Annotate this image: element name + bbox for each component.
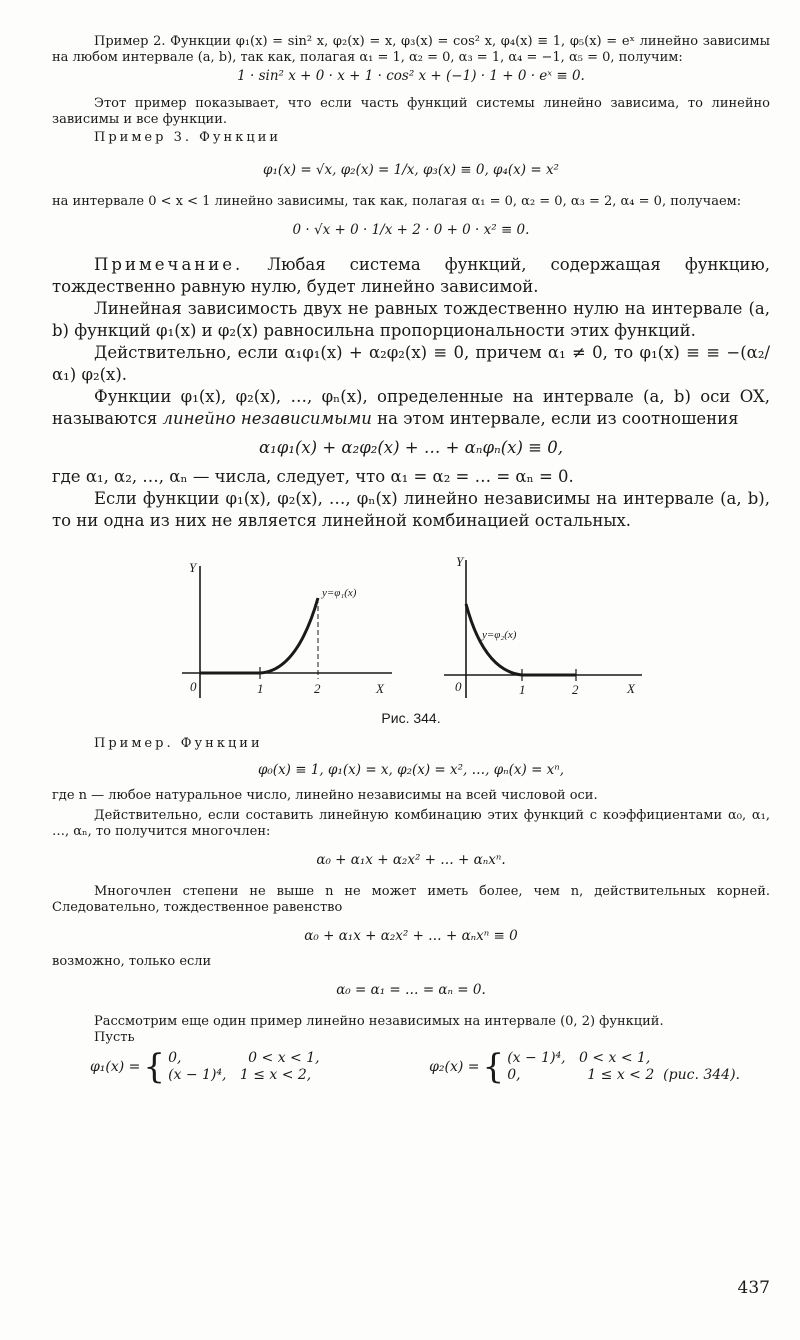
- right-tick1-label: 1: [519, 682, 526, 697]
- example3-formula2: 0 · √x + 0 · 1/x + 2 · 0 + 0 · x² ≡ 0.: [292, 222, 530, 238]
- example4-formula4: α₀ = α₁ = … = αₙ = 0.: [336, 982, 486, 998]
- left-tick1-label: 1: [257, 681, 264, 696]
- right-graph: [444, 554, 642, 698]
- phi2-label: φ₂(x) =: [429, 1059, 480, 1075]
- right-curve-label: y=φ₂(x): [482, 629, 517, 641]
- right-y-label: Y: [456, 554, 464, 569]
- page-number: 437: [737, 1278, 770, 1298]
- example3-formula: φ₁(x) = √x, φ₂(x) = 1/x, φ₃(x) ≡ 0, φ₄(x) = x²: [263, 162, 559, 178]
- example2-remark: Этот пример показывает, что если часть функций системы линейно зависима, то линейно зависимы и все функции.: [52, 96, 770, 127]
- figure-344: [52, 548, 770, 708]
- left-curve: [200, 598, 318, 673]
- example4-formula3: α₀ + α₁x + α₂x² + … + αₙxⁿ ≡ 0: [304, 928, 518, 944]
- right-tick2-label: 2: [572, 682, 579, 697]
- left-origin-label: 0: [190, 679, 197, 694]
- example4-title: Пример. Функции: [94, 736, 263, 751]
- example4-paragraph3: Многочлен степени не выше n не может иметь более, чем n, действительных корней. Следовательно, тождественное равенство: [52, 884, 770, 915]
- left-curve-label: y=φ₁(x): [322, 587, 357, 599]
- left-tick2-label: 2: [314, 681, 321, 696]
- example2-formula: 1 · sin² x + 0 · x + 1 · cos² x + (−1) · 1 + 0 · eˣ ≡ 0.: [237, 68, 585, 84]
- left-x-label: X: [376, 681, 384, 696]
- example3-title: Пример 3. Функции: [94, 130, 282, 145]
- example4-paragraph4: возможно, только если: [52, 954, 212, 969]
- phi2-row1: (x − 1)⁴, 0 < x < 1,: [507, 1050, 651, 1066]
- definition-text-b: на этом интервале, если из соотношения: [371, 409, 739, 428]
- phi2-brace: {: [482, 1047, 505, 1087]
- phi1-row1: 0, 0 < x < 1,: [168, 1050, 320, 1066]
- if-paragraph: Если функции φ₁(x), φ₂(x), …, φₙ(x) линейно независимы на интервале (a, b), то ни одна из них не является линейной комбинацией остальных.: [52, 489, 770, 530]
- figure-caption: Рис. 344.: [381, 710, 441, 726]
- definition-formula: α₁φ₁(x) + α₂φ₂(x) + … + αₙφₙ(x) ≡ 0,: [259, 438, 563, 457]
- phi1-label: φ₁(x) =: [90, 1059, 141, 1075]
- example4-paragraph1: где n — любое натуральное число, линейно независимы на всей числовой оси.: [52, 788, 598, 803]
- definition-paragraph: [52, 386, 770, 430]
- right-x-label: X: [627, 681, 635, 696]
- phi2-definition: [429, 1047, 740, 1087]
- example4-paragraph2: Действительно, если составить линейную комбинацию этих функций с коэффициентами α₀, α₁, …, αₙ, то получится многочлен:: [52, 808, 770, 839]
- left-y-label: Y: [189, 560, 197, 575]
- note-paragraph: [52, 254, 770, 298]
- left-graph: [182, 560, 392, 698]
- phi1-row2: (x − 1)⁴, 1 ≤ x < 2,: [168, 1067, 312, 1083]
- example4-formula: φ₀(x) ≡ 1, φ₁(x) = x, φ₂(x) = x², …, φₙ(x) = xⁿ,: [257, 762, 565, 778]
- example5-paragraph1: Рассмотрим еще один пример линейно независимых на интервале (0, 2) функций.: [94, 1014, 664, 1029]
- page-content: [52, 34, 770, 1087]
- example2-paragraph: Пример 2. Функции φ₁(x) = sin² x, φ₂(x) = x, φ₃(x) = cos² x, φ₄(x) ≡ 1, φ₅(x) = eˣ линейно зависимы на любом интервале (a, b), так как, полагая α₁ = 1, α₂ = 0, α₃ = 1, α₄ = −1, α₅ = 0, получим:: [52, 34, 770, 65]
- example4-formula2: α₀ + α₁x + α₂x² + … + αₙxⁿ.: [316, 852, 506, 868]
- proportionality-paragraph: Линейная зависимость двух не равных тождественно нулю на интервале (a, b) функций φ₁(x) и φ₂(x) равносильна пропорциональности этих функций.: [52, 299, 770, 340]
- phi1-brace: {: [143, 1047, 166, 1087]
- definition-term: линейно независимыми: [162, 409, 372, 428]
- example5-paragraph2: Пусть: [94, 1030, 135, 1045]
- phi1-definition: [90, 1047, 320, 1087]
- note-label: Примечание.: [94, 255, 244, 274]
- piecewise-definitions: [52, 1047, 770, 1087]
- indeed-paragraph: Действительно, если α₁φ₁(x) + α₂φ₂(x) ≡ 0, причем α₁ ≠ 0, то φ₁(x) ≡ ≡ −(α₂/α₁) φ₂(x).: [52, 343, 770, 384]
- definition-text-a: Функции φ₁(x), φ₂(x), …, φₙ(x), определенные на интервале (a, b) оси OX, называются: [52, 387, 770, 428]
- right-origin-label: 0: [455, 679, 462, 694]
- note-text: Любая система функций, содержащая функцию, тождественно равную нулю, будет линейно зависимой.: [52, 255, 770, 296]
- where-paragraph: где α₁, α₂, …, αₙ — числа, следует, что α₁ = α₂ = … = αₙ = 0.: [52, 467, 574, 486]
- example3-paragraph: на интервале 0 < x < 1 линейно зависимы, так как, полагая α₁ = 0, α₂ = 0, α₃ = 2, α₄ = 0, получаем:: [52, 194, 742, 209]
- figure-svg: [52, 548, 770, 708]
- phi2-row2: 0, 1 ≤ x < 2 (рис. 344).: [507, 1067, 740, 1083]
